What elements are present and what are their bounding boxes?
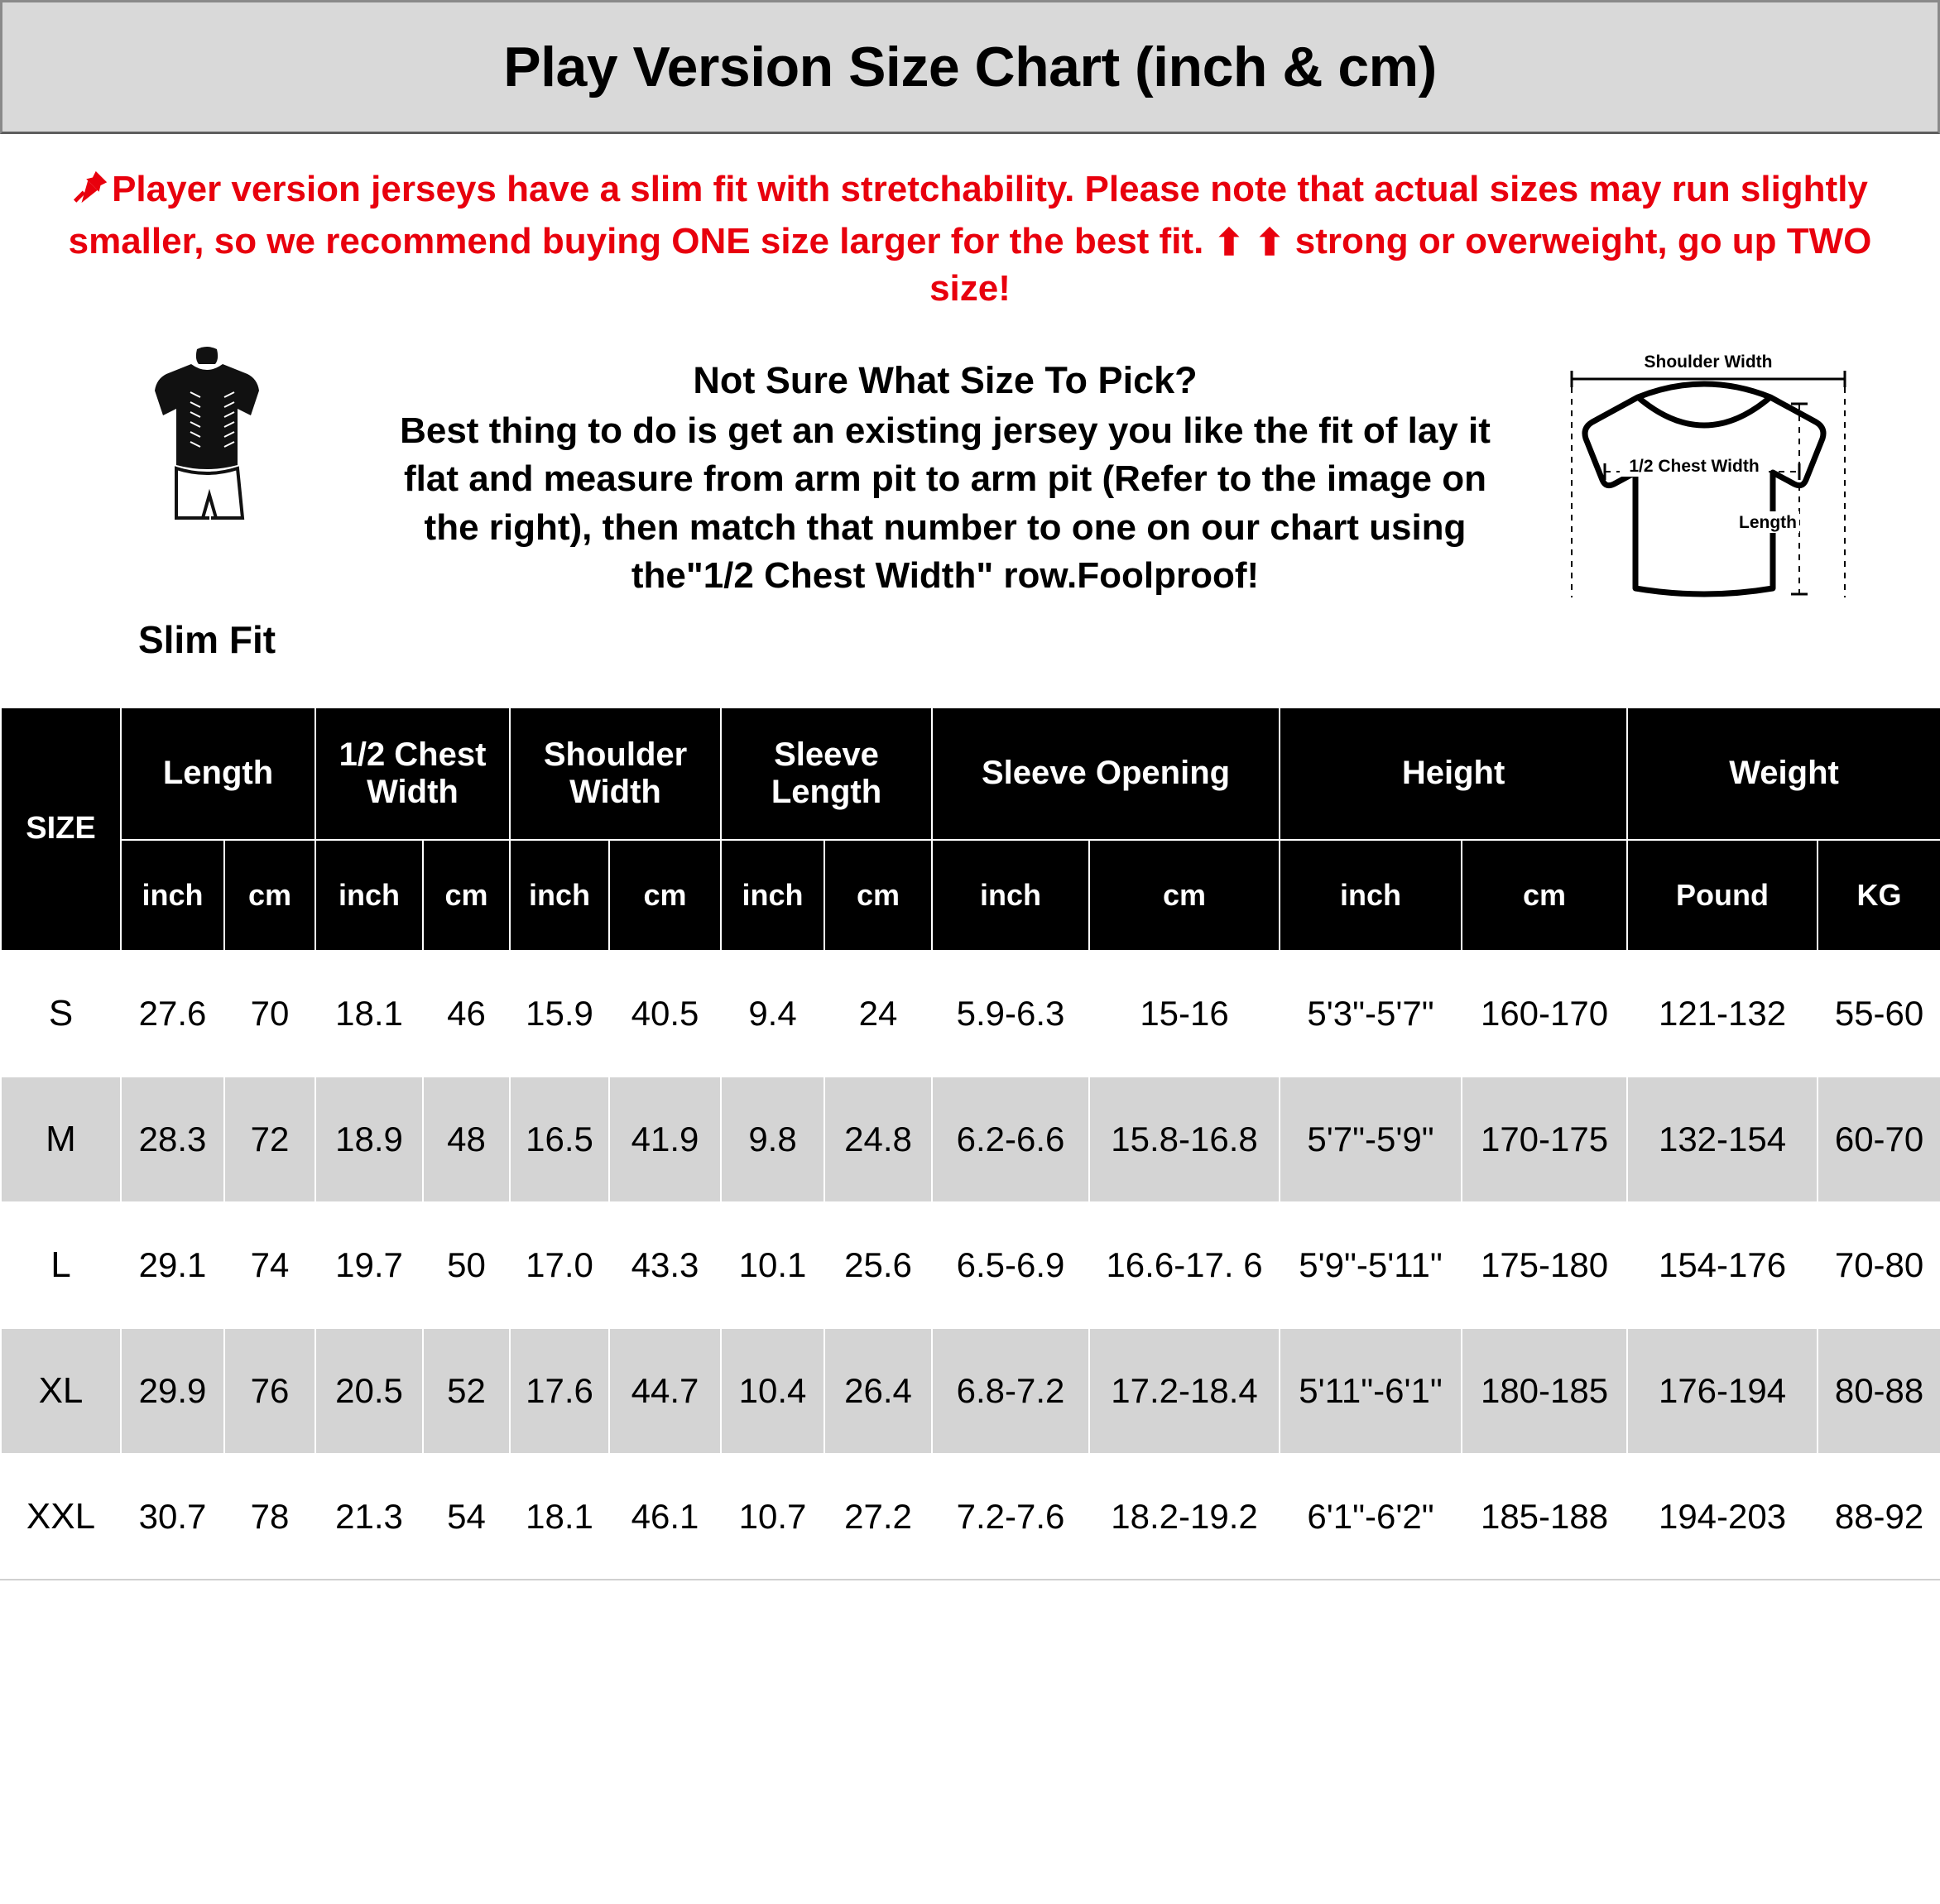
header-group-length: Length: [121, 707, 315, 840]
cell: 50: [423, 1202, 510, 1328]
cell: 16.6-17. 6: [1089, 1202, 1280, 1328]
cell: 18.1: [315, 951, 423, 1077]
cell: 30.7: [121, 1454, 224, 1580]
cell: 15-16: [1089, 951, 1280, 1077]
cell: 5'11"-6'1": [1280, 1328, 1462, 1454]
cell: 15.8-16.8: [1089, 1077, 1280, 1202]
cell: 55-60: [1818, 951, 1940, 1077]
page-title-bar: [0, 0, 1940, 134]
svg-text:Shoulder Width: Shoulder Width: [1644, 352, 1773, 372]
row-size-label: M: [1, 1077, 121, 1202]
cell: 9.4: [721, 951, 824, 1077]
cell: 78: [224, 1454, 315, 1580]
fit-figure-block: [33, 329, 381, 662]
cell: 175-180: [1462, 1202, 1627, 1328]
cell: 48: [423, 1077, 510, 1202]
header-group-sleeve-length: Sleeve Length: [721, 707, 932, 840]
slim-fit-label: Slim Fit: [137, 617, 276, 661]
cell: 74: [224, 1202, 315, 1328]
unit-sleeve-length-cm: cm: [824, 840, 932, 951]
arrow-up-icons: ⬆ ⬆: [1213, 223, 1285, 264]
unit-sleeve-opening-cm: cm: [1089, 840, 1280, 951]
cell: 80-88: [1818, 1328, 1940, 1454]
cell: 10.1: [721, 1202, 824, 1328]
unit-weight-pound: Pound: [1627, 840, 1818, 951]
notice-text: [36, 165, 1904, 313]
cell: 29.9: [121, 1328, 224, 1454]
size-chart-table: [0, 707, 1940, 1580]
header-group-sleeve-opening: Sleeve Opening: [932, 707, 1280, 840]
cell: 43.3: [609, 1202, 721, 1328]
cell: 24: [824, 951, 932, 1077]
header-group-height: Height: [1280, 707, 1627, 840]
cell: 29.1: [121, 1202, 224, 1328]
notice-line-3: go up TWO size!: [929, 221, 1872, 309]
row-size-label: XL: [1, 1328, 121, 1454]
cell: 10.7: [721, 1454, 824, 1580]
cell: 70: [224, 951, 315, 1077]
table-header-units: [1, 840, 1940, 951]
cell: 27.2: [824, 1454, 932, 1580]
cell: 60-70: [1818, 1077, 1940, 1202]
unit-chest-inch: inch: [315, 840, 423, 951]
cell: 40.5: [609, 951, 721, 1077]
cell: 5'9"-5'11": [1280, 1202, 1462, 1328]
table-row: [1, 1077, 1940, 1202]
header-group-half-chest-width: 1/2 Chest Width: [315, 707, 510, 840]
cell: 6'1"-6'2": [1280, 1454, 1462, 1580]
advice-block: [381, 329, 1510, 601]
unit-height-cm: cm: [1462, 840, 1627, 951]
table-row: [1, 1202, 1940, 1328]
cell: 28.3: [121, 1077, 224, 1202]
cell: 52: [423, 1328, 510, 1454]
cell: 72: [224, 1077, 315, 1202]
notice-section: [0, 134, 1940, 313]
cell: 121-132: [1627, 951, 1818, 1077]
cell: 17.6: [510, 1328, 609, 1454]
table-row: [1, 951, 1940, 1077]
cell: 17.0: [510, 1202, 609, 1328]
info-section: [0, 313, 1940, 702]
cell: 7.2-7.6: [932, 1454, 1089, 1580]
cell: 44.7: [609, 1328, 721, 1454]
header-group-weight: Weight: [1627, 707, 1940, 840]
cell: 5'7"-5'9": [1280, 1077, 1462, 1202]
cell: 19.7: [315, 1202, 423, 1328]
notice-line-1: Player version jerseys have a slim fit with stretchability. Please note that actual sizes may run: [112, 169, 1731, 209]
table-row: [1, 1328, 1940, 1454]
advice-question: Not Sure What Size To Pick?: [693, 358, 1198, 401]
cell: 70-80: [1818, 1202, 1940, 1328]
cell: 160-170: [1462, 951, 1627, 1077]
cell: 9.8: [721, 1077, 824, 1202]
unit-length-cm: cm: [224, 840, 315, 951]
diagram-block: [1510, 329, 1907, 622]
unit-sleeve-opening-inch: inch: [932, 840, 1089, 951]
cell: 18.2-19.2: [1089, 1454, 1280, 1580]
cell: 18.1: [510, 1454, 609, 1580]
unit-sleeve-length-inch: inch: [721, 840, 824, 951]
cell: 27.6: [121, 951, 224, 1077]
row-size-label: L: [1, 1202, 121, 1328]
table-row: [1, 1454, 1940, 1580]
cell: 26.4: [824, 1328, 932, 1454]
cell: 20.5: [315, 1328, 423, 1454]
unit-height-inch: inch: [1280, 840, 1462, 951]
cell: 176-194: [1627, 1328, 1818, 1454]
unit-length-inch: inch: [121, 840, 224, 951]
row-size-label: S: [1, 951, 121, 1077]
cell: 76: [224, 1328, 315, 1454]
cell: 170-175: [1462, 1077, 1627, 1202]
cell: 21.3: [315, 1454, 423, 1580]
svg-text:1/2 Chest Width: 1/2 Chest Width: [1629, 456, 1760, 476]
advice-body: Best thing to do is get an existing jersey you like the fit of lay it flat and measure from arm pit to arm pit (Refer to the image on the right), then match that number to one on our chart using the"1/2 Chest Width" row.Foolproof!: [400, 410, 1491, 597]
cell: 154-176: [1627, 1202, 1818, 1328]
row-size-label: XXL: [1, 1454, 121, 1580]
cell: 25.6: [824, 1202, 932, 1328]
cell: 5'3"-5'7": [1280, 951, 1462, 1077]
unit-shoulder-inch: inch: [510, 840, 609, 951]
tshirt-measurement-diagram-icon: [1514, 349, 1903, 622]
woman-jersey-figure-icon: [112, 344, 302, 609]
cell: 17.2-18.4: [1089, 1328, 1280, 1454]
header-group-shoulder-width: Shoulder Width: [510, 707, 721, 840]
cell: 54: [423, 1454, 510, 1580]
cell: 6.8-7.2: [932, 1328, 1089, 1454]
cell: 6.5-6.9: [932, 1202, 1089, 1328]
cell: 132-154: [1627, 1077, 1818, 1202]
cell: 185-188: [1462, 1454, 1627, 1580]
cell: 46.1: [609, 1454, 721, 1580]
notice-line-2: slightly smaller, so we recommend buying ONE size larger for the best fit.: [68, 169, 1868, 262]
table-header-groups: [1, 707, 1940, 840]
unit-chest-cm: cm: [423, 840, 510, 951]
cell: 41.9: [609, 1077, 721, 1202]
cell: 5.9-6.3: [932, 951, 1089, 1077]
cell: 194-203: [1627, 1454, 1818, 1580]
cell: 15.9: [510, 951, 609, 1077]
cell: 88-92: [1818, 1454, 1940, 1580]
cell: 6.2-6.6: [932, 1077, 1089, 1202]
notice-line-2b: strong or overweight,: [1294, 221, 1668, 262]
page-title: Play Version Size Chart (inch & cm): [503, 36, 1437, 98]
svg-text:Length: Length: [1739, 512, 1797, 532]
pushpin-icon: [72, 168, 110, 218]
header-size: SIZE: [1, 707, 121, 951]
cell: 18.9: [315, 1077, 423, 1202]
cell: 180-185: [1462, 1328, 1627, 1454]
unit-weight-kg: KG: [1818, 840, 1940, 951]
cell: 16.5: [510, 1077, 609, 1202]
cell: 46: [423, 951, 510, 1077]
cell: 10.4: [721, 1328, 824, 1454]
cell: 24.8: [824, 1077, 932, 1202]
unit-shoulder-cm: cm: [609, 840, 721, 951]
